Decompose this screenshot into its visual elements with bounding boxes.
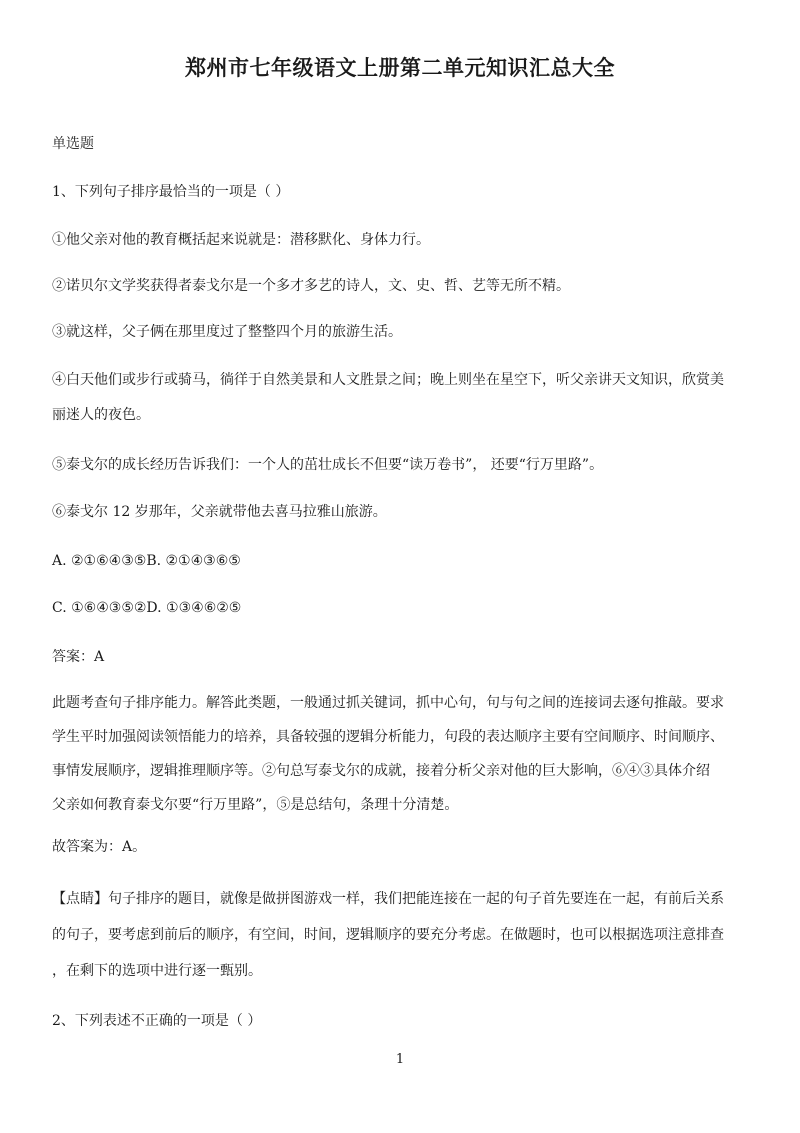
options-a-b: A. ②①⑥④③⑤B. ②①④③⑥⑤ — [52, 553, 241, 569]
section-label: 单选题 — [52, 136, 94, 152]
sentence-6: ⑥泰戈尔 12 岁那年，父亲就带他去喜马拉雅山旅游。 — [52, 504, 387, 520]
sentence-3: ③就这样，父子俩在那里度过了整整四个月的旅游生活。 — [52, 324, 402, 340]
analysis-line-4: 父亲如何教育泰戈尔要“行万里路”，⑤是总结句，条理十分清楚。 — [52, 797, 459, 813]
tip-line-1: 【点睛】句子排序的题目，就像是做拼图游戏一样，我们把能连接在一起的句子首先要连在一起，有前后关系 — [52, 891, 724, 907]
tip-line-3: ，在剩下的选项中进行逐一甄别。 — [52, 963, 262, 979]
sentence-5: ⑤泰戈尔的成长经历告诉我们：一个人的茁壮成长不但要“读万卷书”， 还要“行万里路”。 — [52, 457, 604, 473]
question-1-stem: 1、下列句子排序最恰当的一项是（ ） — [52, 184, 290, 200]
analysis-line-2: 学生平时加强阅读领悟能力的培养，具备较强的逻辑分析能力，句段的表达顺序主要有空间顺序、时间顺序、 — [52, 729, 724, 745]
sentence-4-continued: 丽迷人的夜色。 — [52, 407, 150, 423]
sentence-2: ②诺贝尔文学奖获得者泰戈尔是一个多才多艺的诗人，文、史、哲、艺等无所不精。 — [52, 278, 570, 294]
sentence-1: ①他父亲对他的教育概括起来说就是：潜移默化、身体力行。 — [52, 232, 430, 248]
sentence-4: ④白天他们或步行或骑马，徜徉于自然美景和人文胜景之间；晚上则坐在星空下，听父亲讲天文知识，欣赏美 — [52, 372, 724, 388]
page-title: 郑州市七年级语文上册第二单元知识汇总大全 — [185, 56, 615, 80]
tip-line-2: 的句子，要考虑到前后的顺序，有空间，时间，逻辑顺序的要充分考虑。在做题时，也可以根据选项注意排查 — [52, 927, 724, 943]
answer-label: 答案：A — [52, 649, 105, 665]
analysis-line-1: 此题考查句子排序能力。解答此类题，一般通过抓关键词，抓中心句，句与句之间的连接词去逐句推敲。要求 — [52, 695, 724, 711]
options-c-d: C. ①⑥④③⑤②D. ①③④⑥②⑤ — [52, 600, 242, 616]
analysis-line-3: 事情发展顺序，逻辑推理顺序等。②句总写泰戈尔的成就，接着分析父亲对他的巨大影响，⑥④③具体介绍 — [52, 763, 710, 779]
page-number: 1 — [395, 1052, 405, 1067]
final-answer: 故答案为：A。 — [52, 839, 147, 855]
question-2-stem: 2、下列表述不正确的一项是（ ） — [52, 1013, 262, 1029]
